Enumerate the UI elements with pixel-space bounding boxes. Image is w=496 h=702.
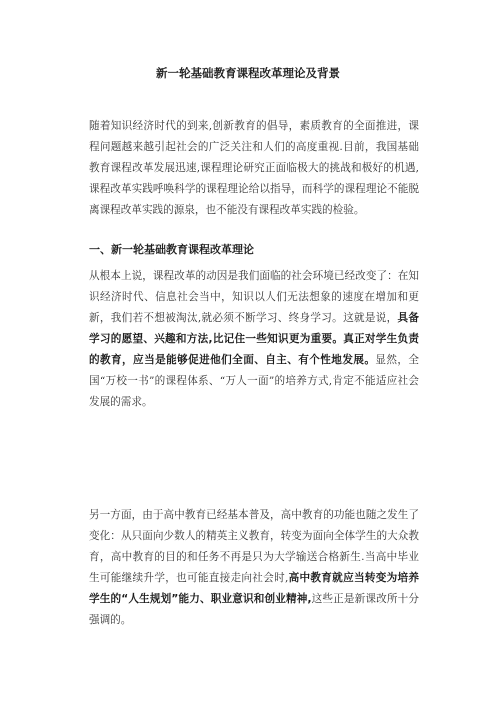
paragraph-text: 这些正是新课改所十分强调的。	[89, 593, 419, 626]
section-heading: 一、新一轮基础教育课程改革理论	[89, 243, 254, 256]
paragraph-bold-text: 高中教育就应当转变为培养学生的“人生规划”能力、职业意识和创业精神,	[89, 572, 419, 605]
section-paragraph-2	[89, 505, 419, 631]
paragraph-bold-text: 具备学习的愿望、兴趣和方法,比记住一些知识更为重要。真正对学生负责的教育，应当是能够促进他们全面、自主、有个性地发展。	[89, 312, 419, 366]
paragraph-text: 显然，全国“万校一书”的课程体系、“万人一面”的培养方式,肯定不能适应社会发展的需求。	[89, 354, 420, 408]
section-paragraph-1	[89, 266, 419, 413]
intro-paragraph: 随着知识经济时代的到来,创新教育的倡导，素质教育的全面推进，课程问题越来越引起社会的广泛关注和人们的高度重视.目前，我国基础教育课程改革发展迅速,课程理论研究正面临极大的挑战和极好的机遇,课程改革实践呼唤科学的课程理论给以指导，而科学的课程理论不能脱离课程改革实践的源泉，也不能没有课程改革实践的检验。	[89, 120, 419, 216]
paragraph-text: 从根本上说，课程改革的动因是我们面临的社会环境已经改变了：在知识经济时代、信息社会当中，知识以人们无法想象的速度在增加和更新，我们若不想被淘汰,就必须不断学习、终身学习。这就是说，	[89, 270, 419, 324]
paragraph-text: 另一方面，由于高中教育已经基本普及，高中教育的功能也随之发生了变化：从只面向少数人的精英主义教育，转变为面向全体学生的大众教育，高中教育的目的和任务不再是只为大学输送合格新生.当高中毕业生可能继续升学，也可能直接走向社会时,	[89, 509, 419, 584]
document-title: 新一轮基础教育课程改革理论及背景	[156, 66, 340, 80]
